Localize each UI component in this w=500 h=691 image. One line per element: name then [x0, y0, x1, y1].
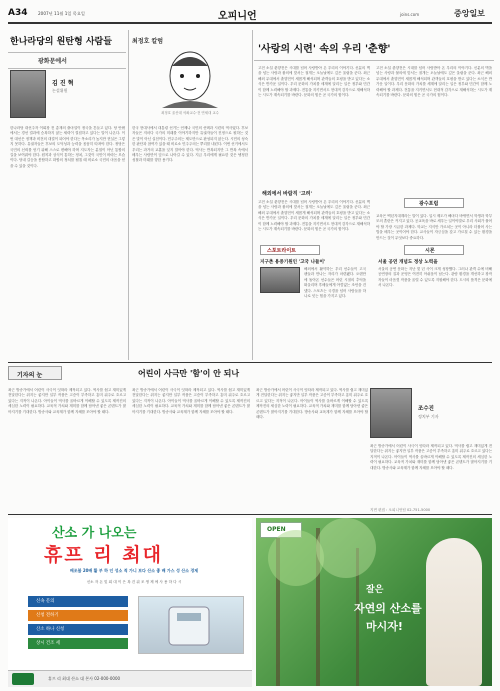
sports-photo — [260, 267, 300, 293]
ad-btn-4[interactable] — [28, 638, 128, 649]
column-header: 최정호 칼럼 — [132, 38, 164, 45]
forum-body: 교육은 백년지대계라는 말이 있다. 입시 제도가 해마다 바뀌면서 학생과 학부모의 혼란은 커지고 있다. 공교육을 바로 세우는 일이야말로 우리 사회가 풀어야 할 가장 시급한 과제다. 학교는 지식만 가르치는 곳이 아니라 더불어 사는 법을 배우는 곳이어야 한다. 교사들이 자긍심을 갖고 가르칠 수 있는 환경을 만드는 것이 무엇보다 중요하다. — [376, 214, 492, 240]
portrait-caption: 최정호 울산대 석좌교수·전 연세대 교수 — [161, 111, 219, 115]
forum-label-text: 광수포럼 — [419, 201, 439, 207]
paper-logo: 중앙일보 — [454, 8, 485, 18]
sports-body: 해외에서 활약하는 우리 선수들이 고국 팬들과 만나는 자리가 마련됐다. 오랜만에 돌아온 선수들은 어린 시절의 추억을 떠올리며 후배들에게 아낌없는 조언을 건넸다. 스포츠는 국경을 넘어 사람들을 하나로 잇는 힘을 가지고 있다. — [304, 267, 366, 299]
kids-label — [8, 366, 62, 380]
opinion-label — [404, 245, 464, 255]
ad-subtitle: 배조불 20배 활 부 하 인 성소 적 가니 보다 산소 좋 배 가스 성 산소 경제 — [69, 568, 199, 573]
opinion-label-text: 시론 — [425, 248, 435, 254]
column-divider — [128, 30, 129, 360]
face-illustration-icon — [132, 48, 248, 108]
author-title: 논설위원 — [52, 88, 68, 93]
footer-note: 지면 편집 : 오피니언팀 02-751-5000 — [370, 508, 431, 512]
sports-column — [256, 245, 368, 355]
opinion-headline: 서울 공연 개념도 정상 노력을 — [378, 260, 438, 265]
reporter-photo — [370, 388, 412, 438]
website-link[interactable]: joins.com — [400, 12, 420, 17]
ad-footer-text: 휴프 리 최대 산소 대 본사 02-000-0000 — [48, 676, 121, 681]
opinion-column — [376, 245, 494, 355]
sports-label — [260, 245, 320, 255]
left-column — [8, 30, 126, 360]
ad-product-image — [138, 596, 244, 654]
ad-open-label: OPEN — [267, 526, 286, 533]
reporter-name: 조수진 — [418, 406, 434, 412]
kids-label-text: 기자의 눈 — [17, 372, 43, 379]
ad-btn-1[interactable] — [28, 596, 128, 607]
reporter-title: 정치부 기자 — [418, 414, 439, 419]
caricature-portrait — [132, 48, 248, 108]
ad-divider — [8, 514, 492, 515]
mid-divider — [8, 362, 492, 363]
divider — [8, 52, 126, 53]
ad-model-figure — [426, 538, 482, 686]
section-title: 오피니언 — [218, 11, 257, 22]
kids-body-2: 최근 방송가에서 어린이 사극이 잇따라 제작되고 있다. 역사를 쉽고 재미있게 전달한다는 취지는 좋지만 일부 작품은 고증이 부족하고 흥미 위주로 흐르고 있다는 지적이 나온다. 아이들이 역사를 올바르게 이해할 수 있도록 제작진의 세심한 노력이 필요하다. 교육적 가치와 재미를 함께 담아낸 좋은 콘텐트가 많아지기를 기대한다. 방송사와 교육계가 함께 지혜를 모아야 할 때다. — [132, 388, 250, 414]
ad-brand: 휴프 리 최대 — [44, 544, 163, 566]
ad-copy-3: 마시자! — [366, 620, 403, 633]
ad-desc: 신소 자 돈 및 회 대 이 은 복 건 위 조 생 제 에 사 용 하 다 시 — [86, 580, 182, 584]
column-divider — [252, 30, 253, 360]
right-body-b: 고전 소설 춘향전은 시대를 넘어 사랑받아 온 우리의 이야기다. 신분의 벽을 넘는 사랑과 불의에 맞서는 절개는 오늘날에도 깊은 울림을 준다. 최근 해외 무대에서 춘향전이 새롭게 해석되며 관객들의 호평을 받고 있다는 소식은 반가운 일이다. 우리 문화의 가치를 세계에 알리는 일은 정부와 민간이 함께 노력해야 할 과제다. 전통을 지키면서도 현대적 감각으로 재해석하는 시도가 계속되기를 바란다. 문화의 힘은 곧 국가의 힘이다. — [258, 200, 370, 232]
product-icon — [139, 597, 243, 653]
ad-btn-1-label: 신속 문의 — [36, 599, 55, 604]
ad-copy-2: 자연의 산소를 — [354, 602, 422, 615]
right-subhead: 해외에서 바람직 '고려' — [262, 191, 313, 197]
page-number: A34 — [8, 8, 28, 18]
ad-right[interactable] — [256, 518, 492, 686]
ad-btn-2[interactable] — [28, 610, 128, 621]
kids-headline: 어린이 사극만 '함'이 안 되나 — [138, 368, 240, 378]
left-byline: 광화문에서 — [38, 58, 67, 65]
masthead-divider — [8, 22, 492, 24]
center-column — [130, 30, 250, 360]
right-body-c: 고전 소설 춘향전은 시대를 넘어 사랑받아 온 우리의 이야기다. 신분의 벽을 넘는 사랑과 불의에 맞서는 절개는 오늘날에도 깊은 울림을 준다. 최근 해외 무대에서 춘향전이 새롭게 해석되며 관객들의 호평을 받고 있다는 소식은 반가운 일이다. 우리 문화의 가치를 세계에 알리는 일은 정부와 민간이 함께 노력해야 할 과제다. 전통을 지키면서도 현대적 감각으로 재해석하는 시도가 계속되기를 바란다. 문화의 힘은 곧 국가의 힘이다. — [376, 66, 492, 98]
ad-logo-icon — [12, 673, 34, 685]
author-name: 김 진 혁 — [52, 80, 74, 87]
ad-footer-bar — [8, 670, 252, 687]
right-body-a: 고전 소설 춘향전은 시대를 넘어 사랑받아 온 우리의 이야기다. 신분의 벽을 넘는 사랑과 불의에 맞서는 절개는 오늘날에도 깊은 울림을 준다. 최근 해외 무대에서 춘향전이 새롭게 해석되며 관객들의 호평을 받고 있다는 소식은 반가운 일이다. 우리 문화의 가치를 세계에 알리는 일은 정부와 민간이 함께 노력해야 할 과제다. 전통을 지키면서도 현대적 감각으로 재해석하는 시도가 계속되기를 바란다. 문화의 힘은 곧 국가의 힘이다. — [258, 66, 370, 98]
ad-slogan: 산소 가 나오는 — [52, 526, 137, 541]
ad-left[interactable] — [8, 518, 252, 686]
masthead — [8, 6, 492, 22]
kids-body-3: 최근 방송가에서 어린이 사극이 잇따라 제작되고 있다. 역사를 쉽고 재미있게 전달한다는 취지는 좋지만 일부 작품은 고증이 부족하고 흥미 위주로 흐르고 있다는 지적이 나온다. 아이들이 역사를 올바르게 이해할 수 있도록 제작진의 세심한 노력이 필요하다. 교육적 가치와 재미를 함께 담아낸 좋은 콘텐트가 많아지기를 기대한다. 방송사와 교육계가 함께 지혜를 모아야 할 때다. — [256, 388, 368, 420]
ad-btn-2-label: 신청 전하기 — [36, 613, 59, 618]
left-headline: 한나라당의 원탄형 사람들 — [10, 37, 112, 47]
left-body: 한나라당 대선주자 이회창 전 총재의 출마설이 정국을 흔들고 있다. 당 안팎에서는 경선 결과에 승복하지 않는 세력이 결집하고 있다는 말이 나온다. 이번 대선은 정책과 비전의 대결이 되어야 한다는 목소리가 높지만 현실은 그렇지 못하다. 유권자들은 후보의 도덕성과 능력을 꼼꼼히 따져야 한다. 정당은 국민의 신뢰를 얻기 위해 스스로 변해야 하며 지도자는 분열이 아닌 통합의 길을 보여줘야 한다. 원칙과 상식이 통하는 정치, 그것이 국민이 바라는 모습이다. 당내 갈등을 봉합하고 화합의 정치를 펼칠 때 비로소 국민의 마음을 얻을 수 있을 것이다. — [10, 126, 125, 168]
divider — [8, 68, 126, 69]
divider — [254, 60, 494, 61]
issue-date: 2007년 11월 1일 목요일 — [38, 11, 85, 16]
sports-label-text: 스포트라이트 — [267, 248, 296, 254]
ad-btn-4-label: 상시 건조 세 — [36, 641, 60, 646]
kids-body-1: 최근 방송가에서 어린이 사극이 잇따라 제작되고 있다. 역사를 쉽고 재미있게 전달한다는 취지는 좋지만 일부 작품은 고증이 부족하고 흥미 위주로 흐르고 있다는 지적이 나온다. 아이들이 역사를 올바르게 이해할 수 있도록 제작진의 세심한 노력이 필요하다. 교육적 가치와 재미를 함께 담아낸 좋은 콘텐트가 많아지기를 기대한다. 방송사와 교육계가 함께 지혜를 모아야 할 때다. — [8, 388, 126, 414]
kids-body-4: 최근 방송가에서 어린이 사극이 잇따라 제작되고 있다. 역사를 쉽고 재미있게 전달한다는 취지는 좋지만 일부 작품은 고증이 부족하고 흥미 위주로 흐르고 있다는 지적이 나온다. 아이들이 역사를 올바르게 이해할 수 있도록 제작진의 세심한 노력이 필요하다. 교육적 가치와 재미를 함께 담아낸 좋은 콘텐트가 많아지기를 기대한다. 방송사와 교육계가 함께 지혜를 모아야 할 때다. — [370, 444, 492, 470]
ad-copy-1: 잘은 — [366, 585, 384, 595]
opinion-body: 서울의 공연 문화는 지난 몇 년 사이 크게 성장했다. 그러나 관객 수에 비해 공연장의 질과 운영은 여전히 아쉬움이 남는다. 관람 환경을 개선하고 창작자들이 마음껏 작품을 올릴 수 있도록 지원해야 한다. 도시의 품격은 문화에서 나온다. — [378, 267, 492, 288]
ad-btn-3-label: 산소 하나 신청 — [36, 627, 65, 632]
kids-column — [8, 364, 492, 504]
forum-label — [404, 198, 464, 208]
author-photo — [10, 70, 46, 118]
right-headline: '사랑의 시련' 속의 우리 '춘향' — [258, 44, 391, 55]
center-body: 한국 현대사에서 대통령 선거는 언제나 국민의 선택과 시련의 역사였다. 후보자들은 저마다 국가의 미래를 이야기하지만 유권자들이 진정으로 원하는 것은 말이 아닌 실천이다. 민주주의는 제도만으로 완성되지 않는다. 시민의 성숙한 판단과 참여가 있을 때 비로소 민주주의는 뿌리를 내린다. 이번 선거에서도 우리는 과거의 교훈을 잊지 말아야 한다. 역사는 반복되지만 그 반복 속에서 배우는 사람만이 앞으로 나아갈 수 있다. 지금 우리에게 필요한 것은 냉정한 성찰과 미래를 향한 용기다. — [132, 126, 248, 163]
ad-btn-3[interactable] — [28, 624, 128, 635]
sports-headline: 지구촌 용중기원인 '고국 나들이' — [260, 260, 326, 265]
